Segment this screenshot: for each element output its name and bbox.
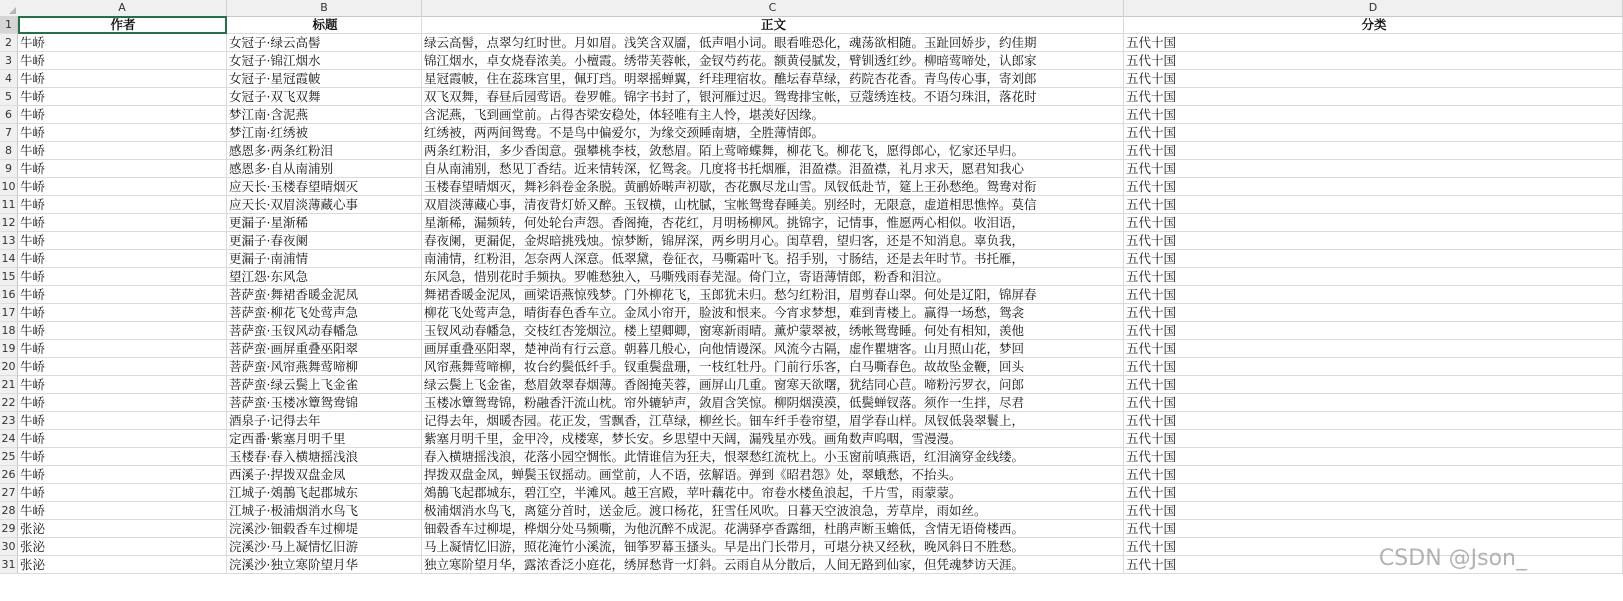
row-header[interactable]: 19 bbox=[0, 340, 18, 358]
table-cell[interactable]: 玉楼春望晴烟灭，舞衫斜卷金条脱。黄鹂娇啭声初歇，杏花飘尽龙山雪。凤钗低赴节，筵上王孙愁绝。鸳鸯对衔 bbox=[422, 178, 1124, 196]
row-header[interactable]: 7 bbox=[0, 124, 18, 142]
table-cell[interactable]: 双飞双舞，春昼后园莺语。卷罗帷。锦字书封了，银河雁过迟。鸳鸯排宝帐，豆蔻绣连枝。不语匀珠泪，落花时 bbox=[422, 88, 1124, 106]
table-cell[interactable]: 五代十国 bbox=[1124, 268, 1623, 286]
table-cell[interactable]: 两条红粉泪，多少香闺意。强攀桃李枝，敛愁眉。陌上莺啼蝶舞，柳花飞。柳花飞，愿得郎心，忆家还早归。 bbox=[422, 142, 1124, 160]
table-cell[interactable]: 马上凝情忆旧游，照花淹竹小溪流，钿筝罗幕玉搔头。早是出门长带月，可堪分袂又经秋，晚风斜日不胜愁。 bbox=[422, 538, 1124, 556]
table-cell[interactable]: 五代十国 bbox=[1124, 340, 1623, 358]
table-cell[interactable]: 含泥燕，飞到画堂前。占得杏梁安稳处，体轻唯有主人怜，堪羡好因缘。 bbox=[422, 106, 1124, 124]
table-cell[interactable]: 牛峤 bbox=[18, 502, 227, 520]
row-header[interactable]: 5 bbox=[0, 88, 18, 106]
table-cell[interactable]: 绿云高髻，点翠匀红时世。月如眉。浅笑含双靥，低声唱小词。眼看唯恐化，魂荡欲相随。玉趾回娇步，约佳期 bbox=[422, 34, 1124, 52]
table-cell[interactable]: 梦江南·红绣被 bbox=[227, 124, 422, 142]
table-cell[interactable]: 牛峤 bbox=[18, 358, 227, 376]
table-cell[interactable]: 牛峤 bbox=[18, 394, 227, 412]
table-cell[interactable]: 牛峤 bbox=[18, 250, 227, 268]
table-cell[interactable]: 牛峤 bbox=[18, 412, 227, 430]
table-cell[interactable]: 感恩多·两条红粉泪 bbox=[227, 142, 422, 160]
table-cell[interactable]: 五代十国 bbox=[1124, 196, 1623, 214]
table-cell[interactable]: 星冠霞帔，住在蕊珠宫里，佩玎珰。明翠摇蝉翼，纤珪理宿妆。醮坛春草绿，药院杏花香。青鸟传心事，寄刘郎 bbox=[422, 70, 1124, 88]
row-header[interactable]: 4 bbox=[0, 70, 18, 88]
table-cell[interactable]: 应天长·玉楼春望晴烟灭 bbox=[227, 178, 422, 196]
table-cell[interactable]: 菩萨蛮·舞裙香暖金泥凤 bbox=[227, 286, 422, 304]
row-header[interactable]: 25 bbox=[0, 448, 18, 466]
table-cell[interactable]: 舞裙香暖金泥凤，画梁语燕惊残梦。门外柳花飞，玉郎犹未归。愁匀红粉泪，眉剪春山翠。何处是辽阳，锦屏春 bbox=[422, 286, 1124, 304]
table-cell[interactable]: 五代十国 bbox=[1124, 304, 1623, 322]
table-cell[interactable]: 钿毂香车过柳堤，桦烟分处马频嘶，为他沉醉不成泥。花满驿亭香露细，杜鹃声断玉蟾低，含情无语倚楼西。 bbox=[422, 520, 1124, 538]
row-header[interactable]: 10 bbox=[0, 178, 18, 196]
table-cell[interactable]: 更漏子·春夜阑 bbox=[227, 232, 422, 250]
row-header[interactable]: 6 bbox=[0, 106, 18, 124]
table-cell[interactable]: 捍拨双盘金凤，蝉鬓玉钗摇动。画堂前，人不语，弦解语。弹到《昭君怨》处，翠蛾愁，不抬头。 bbox=[422, 466, 1124, 484]
select-all-corner[interactable] bbox=[0, 0, 19, 16]
table-cell[interactable]: 菩萨蛮·玉钗风动春幡急 bbox=[227, 322, 422, 340]
table-cell[interactable]: 五代十国 bbox=[1124, 88, 1623, 106]
table-cell[interactable]: 牛峤 bbox=[18, 34, 227, 52]
row-header[interactable]: 18 bbox=[0, 322, 18, 340]
row-header[interactable]: 20 bbox=[0, 358, 18, 376]
row-header[interactable]: 28 bbox=[0, 502, 18, 520]
row-header[interactable]: 12 bbox=[0, 214, 18, 232]
table-cell[interactable]: 牛峤 bbox=[18, 88, 227, 106]
row-header[interactable]: 17 bbox=[0, 304, 18, 322]
row-header[interactable]: 3 bbox=[0, 52, 18, 70]
table-cell[interactable]: 牛峤 bbox=[18, 466, 227, 484]
table-cell[interactable]: 记得去年，烟暖杏园。花正发，雪飘香，江草绿，柳丝长。钿车纤手卷帘望，眉学春山样。凤钗低袅翠鬟上， bbox=[422, 412, 1124, 430]
row-header[interactable]: 24 bbox=[0, 430, 18, 448]
table-cell[interactable]: 浣溪沙·独立寒阶望月华 bbox=[227, 556, 422, 574]
table-cell[interactable]: 牛峤 bbox=[18, 214, 227, 232]
table-cell[interactable]: 女冠子·锦江烟水 bbox=[227, 52, 422, 70]
table-cell[interactable]: 牛峤 bbox=[18, 376, 227, 394]
table-cell[interactable]: 五代十国 bbox=[1124, 124, 1623, 142]
row-header[interactable]: 2 bbox=[0, 34, 18, 52]
table-cell[interactable]: 五代十国 bbox=[1124, 502, 1623, 520]
table-cell[interactable]: 独立寒阶望月华，露浓香泛小庭花，绣屏愁背一灯斜。云雨自从分散后，人间无路到仙家，但凭魂梦访天涯。 bbox=[422, 556, 1124, 574]
table-cell[interactable]: 更漏子·星渐稀 bbox=[227, 214, 422, 232]
table-cell[interactable]: 五代十国 bbox=[1124, 106, 1623, 124]
table-cell[interactable]: 五代十国 bbox=[1124, 538, 1623, 556]
table-cell[interactable]: 江城子·极浦烟消水鸟飞 bbox=[227, 502, 422, 520]
table-cell[interactable]: 牛峤 bbox=[18, 340, 227, 358]
table-cell[interactable]: 江城子·鵁鶄飞起郡城东 bbox=[227, 484, 422, 502]
table-cell[interactable]: 五代十国 bbox=[1124, 178, 1623, 196]
table-cell[interactable]: 星渐稀，漏频转，何处轮台声怨。香阁掩，杏花红，月明杨柳风。挑锦字，记情事，惟愿两心相似。收泪语， bbox=[422, 214, 1124, 232]
row-header[interactable]: 15 bbox=[0, 268, 18, 286]
table-cell[interactable]: 玉楼冰簟鸳鸯锦，粉融香汗流山枕。帘外辘轳声，敛眉含笑惊。柳阴烟漠漠，低鬓蝉钗落。须作一生拌，尽君 bbox=[422, 394, 1124, 412]
table-cell[interactable]: 牛峤 bbox=[18, 160, 227, 178]
table-cell[interactable]: 鵁鶄飞起郡城东，碧江空，半滩风。越王宫殿，苹叶藕花中。帘卷水楼鱼浪起，千片雪，雨蒙蒙。 bbox=[422, 484, 1124, 502]
table-cell[interactable]: 红绣被，两两间鸳鸯。不是鸟中偏爱尔，为缘交颈睡南塘，全胜薄情郎。 bbox=[422, 124, 1124, 142]
table-cell[interactable]: 五代十国 bbox=[1124, 52, 1623, 70]
table-cell[interactable]: 五代十国 bbox=[1124, 142, 1623, 160]
table-cell[interactable]: 牛峤 bbox=[18, 142, 227, 160]
table-cell[interactable]: 牛峤 bbox=[18, 430, 227, 448]
table-cell[interactable]: 绿云鬓上飞金雀，愁眉敛翠春烟薄。香阁掩芙蓉，画屏山几重。窗寒天欲曙，犹结同心苣。啼粉污罗衣，问郎 bbox=[422, 376, 1124, 394]
table-cell[interactable]: 牛峤 bbox=[18, 448, 227, 466]
table-cell[interactable]: 菩萨蛮·柳花飞处莺声急 bbox=[227, 304, 422, 322]
row-header[interactable]: 11 bbox=[0, 196, 18, 214]
table-cell[interactable]: 张泌 bbox=[18, 538, 227, 556]
row-header[interactable]: 30 bbox=[0, 538, 18, 556]
table-cell[interactable]: 五代十国 bbox=[1124, 448, 1623, 466]
table-cell[interactable]: 牛峤 bbox=[18, 304, 227, 322]
table-cell[interactable]: 画屏重叠巫阳翠，楚神尚有行云意。朝暮几般心，向他情谩深。风流今古隔，虚作瞿塘客。山月照山花，梦回 bbox=[422, 340, 1124, 358]
row-header[interactable]: 31 bbox=[0, 556, 18, 574]
column-header-b[interactable]: B bbox=[227, 0, 422, 16]
table-cell[interactable]: 玉楼春·春入横塘摇浅浪 bbox=[227, 448, 422, 466]
header-cell[interactable]: 作者 bbox=[18, 16, 227, 34]
table-cell[interactable]: 风帘燕舞莺啼柳，妆台约鬓低纤手。钗重鬓盘珊，一枝红牡丹。门前行乐客，白马嘶春色。故故坠金鞭，回头 bbox=[422, 358, 1124, 376]
table-cell[interactable]: 牛峤 bbox=[18, 286, 227, 304]
table-cell[interactable]: 女冠子·星冠霞帔 bbox=[227, 70, 422, 88]
table-cell[interactable]: 酒泉子·记得去年 bbox=[227, 412, 422, 430]
table-cell[interactable]: 牛峤 bbox=[18, 268, 227, 286]
table-cell[interactable]: 更漏子·南浦情 bbox=[227, 250, 422, 268]
table-cell[interactable]: 五代十国 bbox=[1124, 232, 1623, 250]
row-header[interactable]: 1 bbox=[0, 16, 18, 34]
table-cell[interactable]: 牛峤 bbox=[18, 124, 227, 142]
table-cell[interactable]: 牛峤 bbox=[18, 322, 227, 340]
table-cell[interactable]: 张泌 bbox=[18, 556, 227, 574]
table-cell[interactable]: 定西番·紫塞月明千里 bbox=[227, 430, 422, 448]
table-cell[interactable]: 五代十国 bbox=[1124, 430, 1623, 448]
row-header[interactable]: 29 bbox=[0, 520, 18, 538]
table-cell[interactable]: 锦江烟水，卓女烧春浓美。小檀霞。绣带芙蓉帐，金钗芍药花。额黄侵腻发，臂钏透红纱。柳暗莺啼处，认郎家 bbox=[422, 52, 1124, 70]
table-cell[interactable]: 双眉淡薄藏心事，清夜背灯娇又醉。玉钗横，山枕腻，宝帐鸳鸯春睡美。别经时，无限意，虚道相思憔悴。莫信 bbox=[422, 196, 1124, 214]
table-cell[interactable]: 自从南浦别，愁见丁香结。近来情转深，忆鸳衾。几度将书托烟雁，泪盈襟。泪盈襟，礼月求天，愿君知我心 bbox=[422, 160, 1124, 178]
table-cell[interactable]: 五代十国 bbox=[1124, 466, 1623, 484]
table-cell[interactable]: 极浦烟消水鸟飞，离筵分首时，送金卮。渡口杨花，狂雪任风吹。日暮天空波浪急，芳草岸，雨如丝。 bbox=[422, 502, 1124, 520]
table-cell[interactable]: 五代十国 bbox=[1124, 250, 1623, 268]
table-cell[interactable]: 五代十国 bbox=[1124, 520, 1623, 538]
table-cell[interactable]: 女冠子·绿云高髻 bbox=[227, 34, 422, 52]
table-cell[interactable]: 五代十国 bbox=[1124, 322, 1623, 340]
table-cell[interactable]: 春入横塘摇浅浪，花落小园空惆怅。此情谁信为狂夫，恨翠愁红流枕上。小玉窗前嗔燕语，红泪滴穿金线缕。 bbox=[422, 448, 1124, 466]
table-cell[interactable]: 五代十国 bbox=[1124, 34, 1623, 52]
row-header[interactable]: 14 bbox=[0, 250, 18, 268]
row-header[interactable]: 21 bbox=[0, 376, 18, 394]
table-cell[interactable]: 柳花飞处莺声急，晴街春色香车立。金凤小帘开，脸波和恨来。今宵求梦想，难到青楼上。赢得一场愁，鸳衾 bbox=[422, 304, 1124, 322]
table-cell[interactable]: 浣溪沙·马上凝情忆旧游 bbox=[227, 538, 422, 556]
table-cell[interactable]: 五代十国 bbox=[1124, 358, 1623, 376]
table-cell[interactable]: 五代十国 bbox=[1124, 394, 1623, 412]
table-cell[interactable]: 牛峤 bbox=[18, 52, 227, 70]
table-cell[interactable]: 春夜阑，更漏促，金烬暗挑残烛。惊梦断，锦屏深，两乡明月心。闺草碧，望归客，还是不知消息。辜负我， bbox=[422, 232, 1124, 250]
table-cell[interactable]: 应天长·双眉淡薄藏心事 bbox=[227, 196, 422, 214]
table-cell[interactable]: 五代十国 bbox=[1124, 70, 1623, 88]
table-cell[interactable]: 五代十国 bbox=[1124, 376, 1623, 394]
table-cell[interactable]: 牛峤 bbox=[18, 232, 227, 250]
header-cell[interactable]: 标题 bbox=[227, 16, 422, 34]
table-cell[interactable]: 南浦情，红粉泪，怎奈两人深意。低翠黛，卷征衣，马嘶霜叶飞。招手别，寸肠结，还是去年时节。书托雁， bbox=[422, 250, 1124, 268]
table-cell[interactable]: 东风急，惜别花时手频执。罗帷愁独入，马嘶残雨春芜湿。倚门立，寄语薄情郎，粉香和泪泣。 bbox=[422, 268, 1124, 286]
row-header[interactable]: 22 bbox=[0, 394, 18, 412]
table-cell[interactable]: 女冠子·双飞双舞 bbox=[227, 88, 422, 106]
row-header[interactable]: 8 bbox=[0, 142, 18, 160]
table-cell[interactable]: 牛峤 bbox=[18, 178, 227, 196]
table-cell[interactable]: 紫塞月明千里，金甲冷，戍楼寒，梦长安。乡思望中天阔，漏残星亦残。画角数声呜咽，雪漫漫。 bbox=[422, 430, 1124, 448]
row-header[interactable]: 9 bbox=[0, 160, 18, 178]
table-cell[interactable]: 菩萨蛮·玉楼冰簟鸳鸯锦 bbox=[227, 394, 422, 412]
header-cell[interactable]: 正文 bbox=[422, 16, 1124, 34]
table-cell[interactable]: 菩萨蛮·画屏重叠巫阳翠 bbox=[227, 340, 422, 358]
table-cell[interactable]: 牛峤 bbox=[18, 484, 227, 502]
table-cell[interactable]: 西溪子·捍拨双盘金凤 bbox=[227, 466, 422, 484]
table-cell[interactable]: 玉钗风动春幡急，交枝红杏笼烟泣。楼上望卿卿，窗寒新雨晴。薰炉蒙翠被，绣帐鸳鸯睡。何处有相知，羡他 bbox=[422, 322, 1124, 340]
row-header[interactable]: 27 bbox=[0, 484, 18, 502]
row-header[interactable]: 13 bbox=[0, 232, 18, 250]
table-cell[interactable]: 五代十国 bbox=[1124, 286, 1623, 304]
table-cell[interactable]: 五代十国 bbox=[1124, 484, 1623, 502]
header-cell[interactable]: 分类 bbox=[1124, 16, 1623, 34]
row-header[interactable]: 26 bbox=[0, 466, 18, 484]
table-cell[interactable]: 望江怨·东风急 bbox=[227, 268, 422, 286]
table-cell[interactable]: 牛峤 bbox=[18, 196, 227, 214]
watermark: CSDN @Json_ bbox=[1378, 546, 1527, 571]
row-header[interactable]: 16 bbox=[0, 286, 18, 304]
table-cell[interactable]: 五代十国 bbox=[1124, 556, 1623, 574]
table-cell[interactable]: 五代十国 bbox=[1124, 160, 1623, 178]
table-cell[interactable]: 五代十国 bbox=[1124, 214, 1623, 232]
table-cell[interactable]: 五代十国 bbox=[1124, 412, 1623, 430]
column-header-c[interactable]: C bbox=[422, 0, 1124, 16]
column-header-d[interactable]: D bbox=[1124, 0, 1623, 16]
row-header[interactable]: 23 bbox=[0, 412, 18, 430]
table-cell[interactable]: 菩萨蛮·绿云鬓上飞金雀 bbox=[227, 376, 422, 394]
table-cell[interactable]: 梦江南·含泥燕 bbox=[227, 106, 422, 124]
table-cell[interactable]: 感恩多·自从南浦别 bbox=[227, 160, 422, 178]
table-cell[interactable]: 浣溪沙·钿毂香车过柳堤 bbox=[227, 520, 422, 538]
column-header-a[interactable]: A bbox=[18, 0, 227, 16]
table-cell[interactable]: 牛峤 bbox=[18, 70, 227, 88]
table-cell[interactable]: 牛峤 bbox=[18, 106, 227, 124]
table-cell[interactable]: 菩萨蛮·风帘燕舞莺啼柳 bbox=[227, 358, 422, 376]
table-cell[interactable]: 张泌 bbox=[18, 520, 227, 538]
